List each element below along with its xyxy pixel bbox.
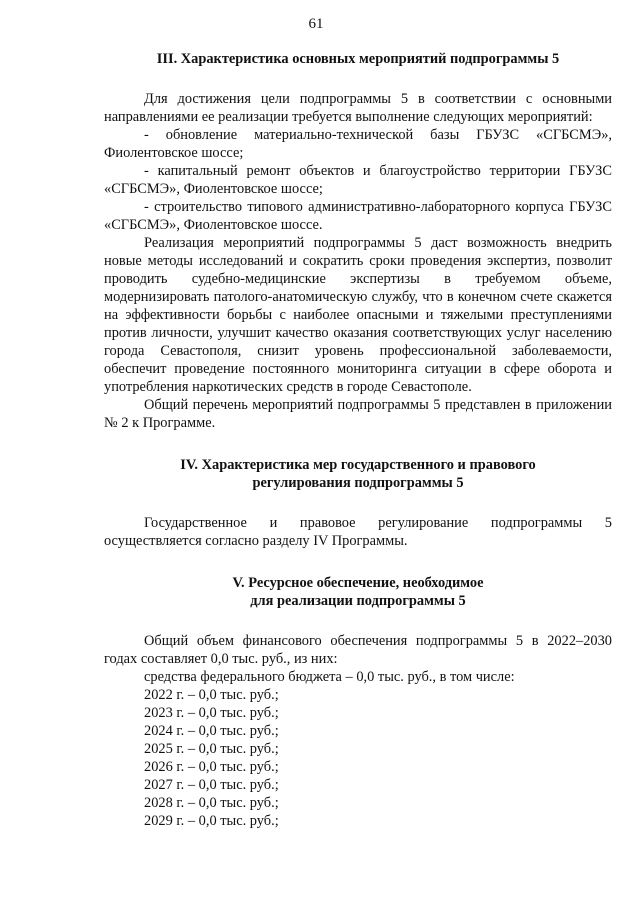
- year-funding-line: 2028 г. – 0,0 тыс. руб.;: [144, 795, 279, 811]
- section-4-paragraph: Государственное и правовое регулирование подпрограммы 5 осуществляется согласно разделу IV Программы.: [104, 515, 612, 549]
- section-5-title-line: для реализации подпрограммы 5: [250, 593, 466, 609]
- section-3-effect-paragraph: Реализация мероприятий подпрограммы 5 даст возможность внедрить новые методы исследований и сократить сроки проведения экспертиз, позволит проводить судебно-медицинские экспертизы в требуемом объеме, модернизировать патолого-анатомическую службу, что в конечном счете скажется на эффективности борьбы с наиболее опасными и тяжелыми преступлениями против личности, улучшит качество оказания соответствующих услуг населению города Севастополя, снизит уровень профессиональной заболеваемости, обеспечит проведение постоянного мониторинга ситуации в сфере оборота и употребления наркотических средств в городе Севастополе.: [104, 235, 612, 395]
- federal-budget-line: средства федерального бюджета – 0,0 тыс. руб., в том числе:: [144, 669, 515, 685]
- page-content: [104, 50, 612, 830]
- year-funding-line: 2026 г. – 0,0 тыс. руб.;: [144, 759, 279, 775]
- section-3-item: - обновление материально-технической базы ГБУЗС «СГБСМЭ», Фиолентовское шоссе;: [104, 127, 612, 161]
- section-3-title: III. Характеристика основных мероприятий подпрограммы 5: [156, 51, 560, 67]
- section-4-title-line: регулирования подпрограммы 5: [252, 475, 464, 491]
- page-number: 61: [308, 16, 324, 32]
- year-funding-line: 2029 г. – 0,0 тыс. руб.;: [144, 813, 279, 829]
- section-3-item: - строительство типового административно-лабораторного корпуса ГБУЗС «СГБСМЭ», Фиолентовское шоссе.: [104, 199, 612, 233]
- year-funding-line: 2022 г. – 0,0 тыс. руб.;: [144, 687, 279, 703]
- section-3-item: - капитальный ремонт объектов и благоустройство территории ГБУЗС «СГБСМЭ», Фиолентовское шоссе;: [104, 163, 612, 197]
- year-funding-line: 2025 г. – 0,0 тыс. руб.;: [144, 741, 279, 757]
- section-4-title: [104, 456, 612, 492]
- section-4-title-line: IV. Характеристика мер государственного и правового: [180, 457, 536, 473]
- year-funding-line: 2024 г. – 0,0 тыс. руб.;: [144, 723, 279, 739]
- section-5-title-line: V. Ресурсное обеспечение, необходимое: [232, 575, 484, 591]
- year-funding-line: 2027 г. – 0,0 тыс. руб.;: [144, 777, 279, 793]
- year-funding-line: 2023 г. – 0,0 тыс. руб.;: [144, 705, 279, 721]
- section-5-title: [104, 574, 612, 610]
- section-3-list-paragraph: Общий перечень мероприятий подпрограммы 5 представлен в приложении № 2 к Программе.: [104, 397, 612, 431]
- section-3-intro: Для достижения цели подпрограммы 5 в соответствии с основными направлениями ее реализации требуется выполнение следующих мероприятий:: [104, 91, 612, 125]
- section-5-paragraph: Общий объем финансового обеспечения подпрограммы 5 в 2022–2030 годах составляет 0,0 тыс. руб., из них:: [104, 633, 612, 667]
